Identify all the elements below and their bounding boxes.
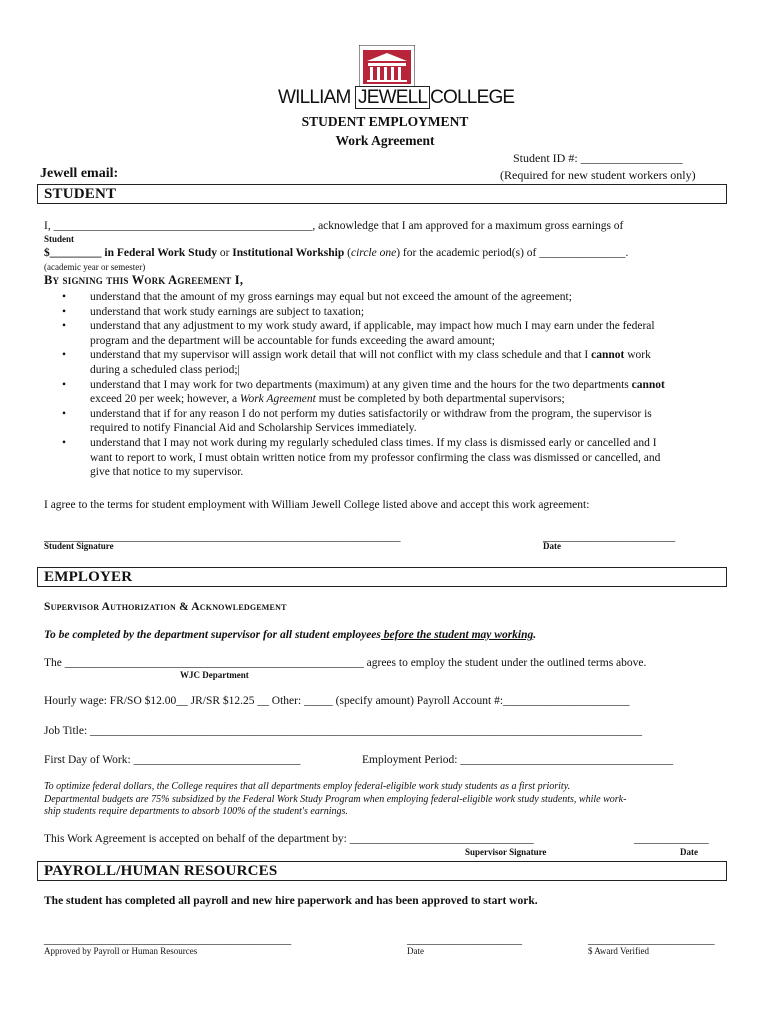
bullet-line: program and the department will be accountable for funds exceeding the award amount; — [90, 334, 495, 347]
employment-period-line[interactable]: Employment Period: _____________________________________ — [362, 754, 674, 766]
by-signing-heading: By signing this Work Agreement I, — [44, 273, 244, 287]
bullet-dot-icon: • — [62, 407, 67, 420]
bullet-line: give that notice to my supervisor. — [90, 466, 244, 479]
logo-wordmark — [278, 87, 515, 109]
bullet-line: during a scheduled class period;| — [90, 363, 240, 376]
supervisor-signature-caption: Supervisor Signature — [465, 847, 547, 857]
student-section-heading: STUDENT — [37, 184, 727, 204]
employer-instruction — [44, 629, 536, 641]
student-signature-line[interactable]: ______________________________________________________________ — [44, 531, 401, 543]
note-line-2: Departmental budgets are 75% subsidized by the Federal Work Study Program when employing federal-eligible work study students, while work- — [44, 793, 627, 805]
federal-dollars-note — [44, 781, 626, 819]
first-day-line[interactable]: First Day of Work: _____________________________ — [44, 754, 301, 766]
bullet-dot-icon: • — [62, 436, 67, 449]
award-verified-caption: $ Award Verified — [588, 946, 649, 956]
bullet-dot-icon: • — [62, 378, 67, 391]
bullet-dot-icon: • — [62, 349, 67, 362]
agreement-bullet-list — [44, 290, 734, 480]
payroll-statement: The student has completed all payroll and new hire paperwork and has been approved to start work. — [44, 895, 538, 907]
instruction-underlined: before the student may working — [380, 629, 534, 641]
agreement-bullet-item — [44, 305, 734, 320]
student-name-caption: Student — [44, 234, 75, 244]
emphasis-cannot: cannot — [591, 349, 625, 362]
payroll-section-heading: PAYROLL/HUMAN RESOURCES — [37, 861, 727, 881]
payroll-approval-caption: Approved by Payroll or Human Resources — [44, 946, 198, 956]
bullet-line: understand that I may work for two departments (maximum) at any given time and the hours for the two departments cannot — [90, 378, 665, 391]
bullet-line: understand that my supervisor will assign work detail that will not conflict with my class schedule and that I cannot work — [90, 349, 651, 362]
bullet-line: understand that any adjustment to my work study award, if applicable, may impact how much I may earn under the federal — [90, 320, 655, 333]
bullet-line: want to report to work, I must obtain written notice from my professor confirming the class was dismissed or cancelled, and — [90, 451, 661, 464]
payroll-date-caption: Date — [407, 946, 424, 956]
bullet-line: understand that if for any reason I do not perform my duties satisfactorily or withdraw from the program, the supervisor is — [90, 407, 652, 420]
building-icon — [359, 45, 415, 87]
award-verified-line[interactable]: ______________________ — [588, 934, 715, 946]
title-line-1: STUDENT EMPLOYMENT — [301, 114, 469, 129]
student-id-field[interactable]: Student ID #: _________________ — [513, 151, 683, 165]
bullet-dot-icon: • — [62, 305, 67, 318]
student-date-line[interactable]: _______________________ — [543, 531, 676, 543]
student-id-note: (Required for new student workers only) — [500, 168, 696, 182]
agreement-bullet-item — [44, 407, 734, 436]
note-line-3: ship students require departments to absorb 100% of the student's earnings. — [44, 806, 348, 817]
award-amount-line[interactable] — [44, 246, 628, 261]
note-line-1: To optimize federal dollars, the College requires that all departments employ federal-eligible work study students as a first priority. — [44, 781, 571, 792]
agreement-bullet-item — [44, 290, 734, 305]
hourly-wage-line[interactable]: Hourly wage: FR/SO $12.00__ JR/SR $12.25 __ Other: _____ (specify amount) Payroll Account #:______________________ — [44, 695, 630, 707]
agreement-bullet-item — [44, 348, 734, 377]
or-text: or — [216, 247, 233, 259]
instruction-period: . — [533, 629, 537, 641]
supervisor-auth-heading: Supervisor Authorization & Acknowledgement — [44, 601, 287, 613]
academic-period-line: ) for the academic period(s) of _______________. — [396, 247, 629, 259]
award-amount: $_________ in — [44, 247, 117, 259]
institutional-workship-option[interactable]: Institutional Workship — [232, 247, 345, 259]
logo-word-william: WILLIAM — [278, 87, 351, 108]
college-logo — [278, 45, 515, 111]
agreement-bullet-item — [44, 378, 734, 407]
bullet-line: understand that the amount of my gross earnings may equal but not exceed the amount of the agreement; — [90, 291, 572, 303]
bullet-line: understand that work study earnings are subject to taxation; — [90, 305, 365, 318]
department-acceptance-date-line[interactable]: _____________ — [634, 833, 709, 845]
circle-one-text: circle one — [350, 247, 397, 259]
bullet-line: required to notify Financial Aid and Scholarship Services immediately. — [90, 422, 417, 435]
payroll-date-line[interactable]: ____________________ — [407, 934, 522, 946]
emphasis-work-agreement: Work Agreement — [239, 393, 316, 406]
student-date-caption: Date — [543, 541, 561, 551]
academic-period-caption: (academic year or semester) — [44, 262, 146, 272]
paren-open: ( — [344, 247, 351, 259]
department-acceptance-line[interactable]: This Work Agreement is accepted on behalf of the department by: ________________________________ — [44, 833, 534, 845]
emphasis-cannot: cannot — [631, 378, 665, 391]
department-line[interactable]: The ____________________________________________________ agrees to employ the student under the outlined terms above. — [44, 657, 647, 669]
logo-word-jewell: JEWELL — [355, 86, 430, 109]
department-caption: WJC Department — [180, 670, 249, 680]
agreement-bullet-item — [44, 436, 734, 480]
jewell-email-field[interactable]: Jewell email: — [40, 166, 119, 181]
payroll-approval-line[interactable]: ___________________________________________ — [44, 934, 292, 946]
bullet-dot-icon: • — [62, 320, 67, 333]
instruction-main: To be completed by the department supervisor for all student employees — [44, 629, 381, 641]
logo-word-college: COLLEGE — [430, 87, 515, 108]
federal-work-study-option[interactable]: Federal Work Study — [116, 247, 217, 259]
agreement-bullet-item — [44, 319, 734, 348]
form-subtitle: Work Agreement — [335, 133, 435, 148]
job-title-line[interactable]: Job Title: ________________________________________________________________________________________________ — [44, 725, 643, 737]
form-title — [0, 114, 770, 130]
employer-section-heading: EMPLOYER — [37, 567, 727, 587]
agree-statement: I agree to the terms for student employment with William Jewell College listed above and accept this work agreement: — [44, 499, 590, 511]
supervisor-date-caption: Date — [680, 847, 698, 857]
bullet-dot-icon: • — [62, 291, 67, 303]
bullet-line: understand that I may not work during my regularly scheduled class times. If my class is dismissed early or cancelled and I — [90, 436, 657, 449]
student-name-line[interactable]: I, _____________________________________________, acknowledge that I am approved for a maximum gross earnings of — [44, 220, 624, 232]
student-signature-caption: Student Signature — [44, 541, 114, 551]
bullet-line: exceed 20 per week; however, a Work Agreement must be completed by both departmental supervisors; — [90, 393, 565, 406]
